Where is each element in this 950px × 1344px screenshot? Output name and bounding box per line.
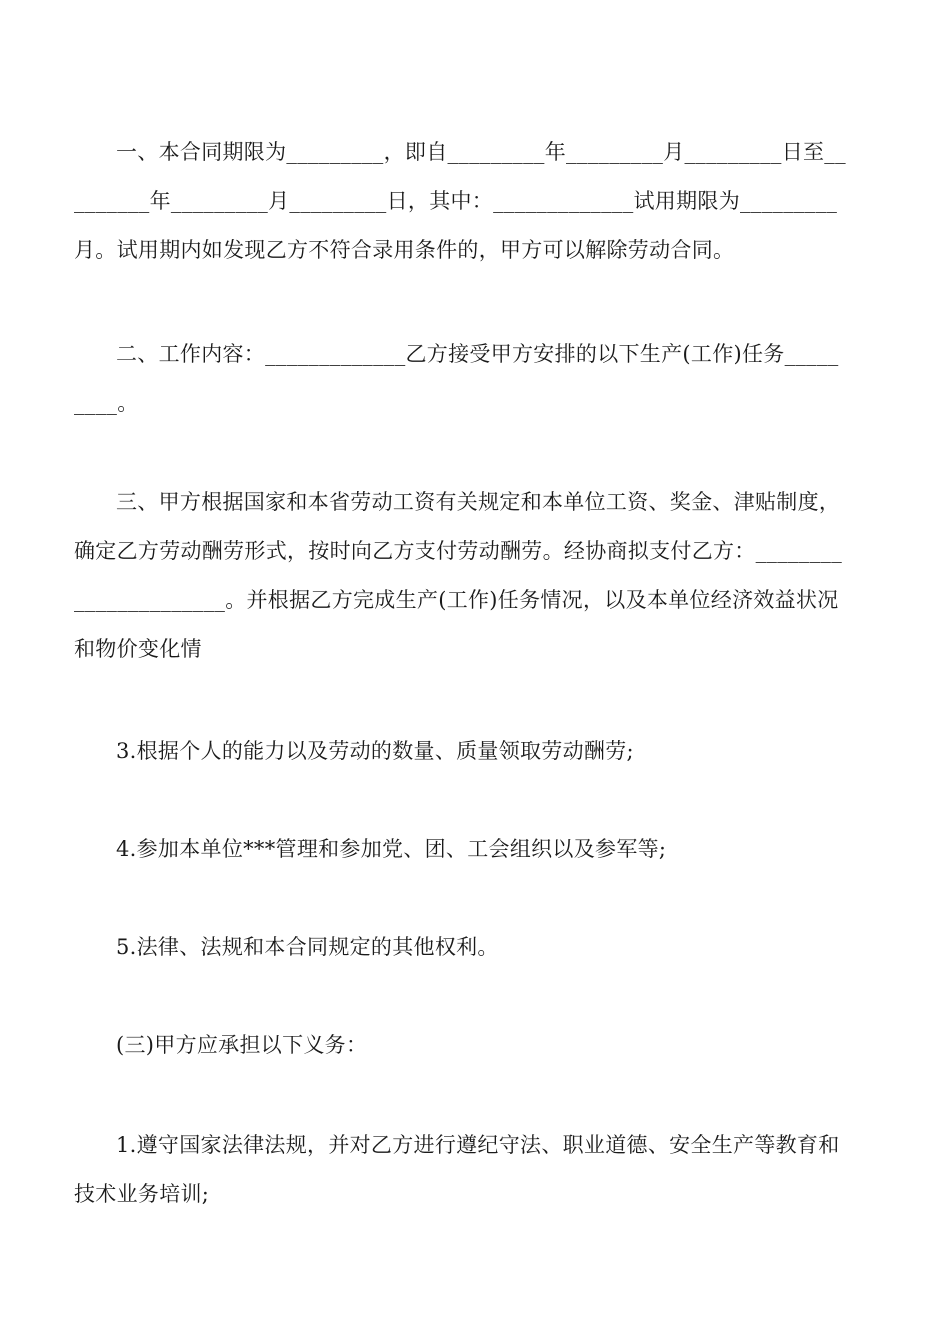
clause-1-line-1: 一、本合同期限为_________，即自_________年_________月_________日至__ xyxy=(116,140,846,164)
clause-2-line-2: ____。 xyxy=(74,391,139,415)
right-item-4: 4.参加本单位***管理和参加党、团、工会组织以及参军等; xyxy=(116,837,667,861)
duty-1-line-2: 技术业务培训; xyxy=(74,1182,210,1206)
duty-1-line-1: 1.遵守国家法律法规，并对乙方进行遵纪守法、职业道德、安全生产等教育和 xyxy=(116,1133,840,1157)
clause-1-line-3: 月。试用期内如发现乙方不符合录用条件的，甲方可以解除劳动合同。 xyxy=(74,238,735,262)
clause-3-remuneration xyxy=(74,478,880,674)
clause-3-line-2: 确定乙方劳动酬劳形式，按时向乙方支付劳动酬劳。经协商拟支付乙方：________ xyxy=(74,539,842,563)
clause-1-line-2: _______年_________月_________日，其中：_____________试用期限为_________ xyxy=(74,189,838,213)
clause-3-line-3: ______________。并根据乙方完成生产(工作)任务情况，以及本单位经济效益状况 xyxy=(74,588,839,612)
clause-2-work-content xyxy=(74,330,880,428)
clause-2-line-1: 二、工作内容：_____________乙方接受甲方安排的以下生产(工作)任务_____ xyxy=(116,342,839,366)
clause-3-line-4: 和物价变化情 xyxy=(74,637,202,661)
right-item-5: 5.法律、法规和本合同规定的其他权利。 xyxy=(116,935,499,959)
right-item-3: 3.根据个人的能力以及劳动的数量、质量领取劳动酬劳; xyxy=(116,739,634,763)
duty-1 xyxy=(74,1121,880,1219)
clause-3-line-1: 三、甲方根据国家和本省劳动工资有关规定和本单位工资、奖金、津贴制度， xyxy=(116,490,841,514)
clause-1-term xyxy=(74,128,880,275)
section-3-heading: (三)甲方应承担以下义务： xyxy=(116,1033,368,1057)
